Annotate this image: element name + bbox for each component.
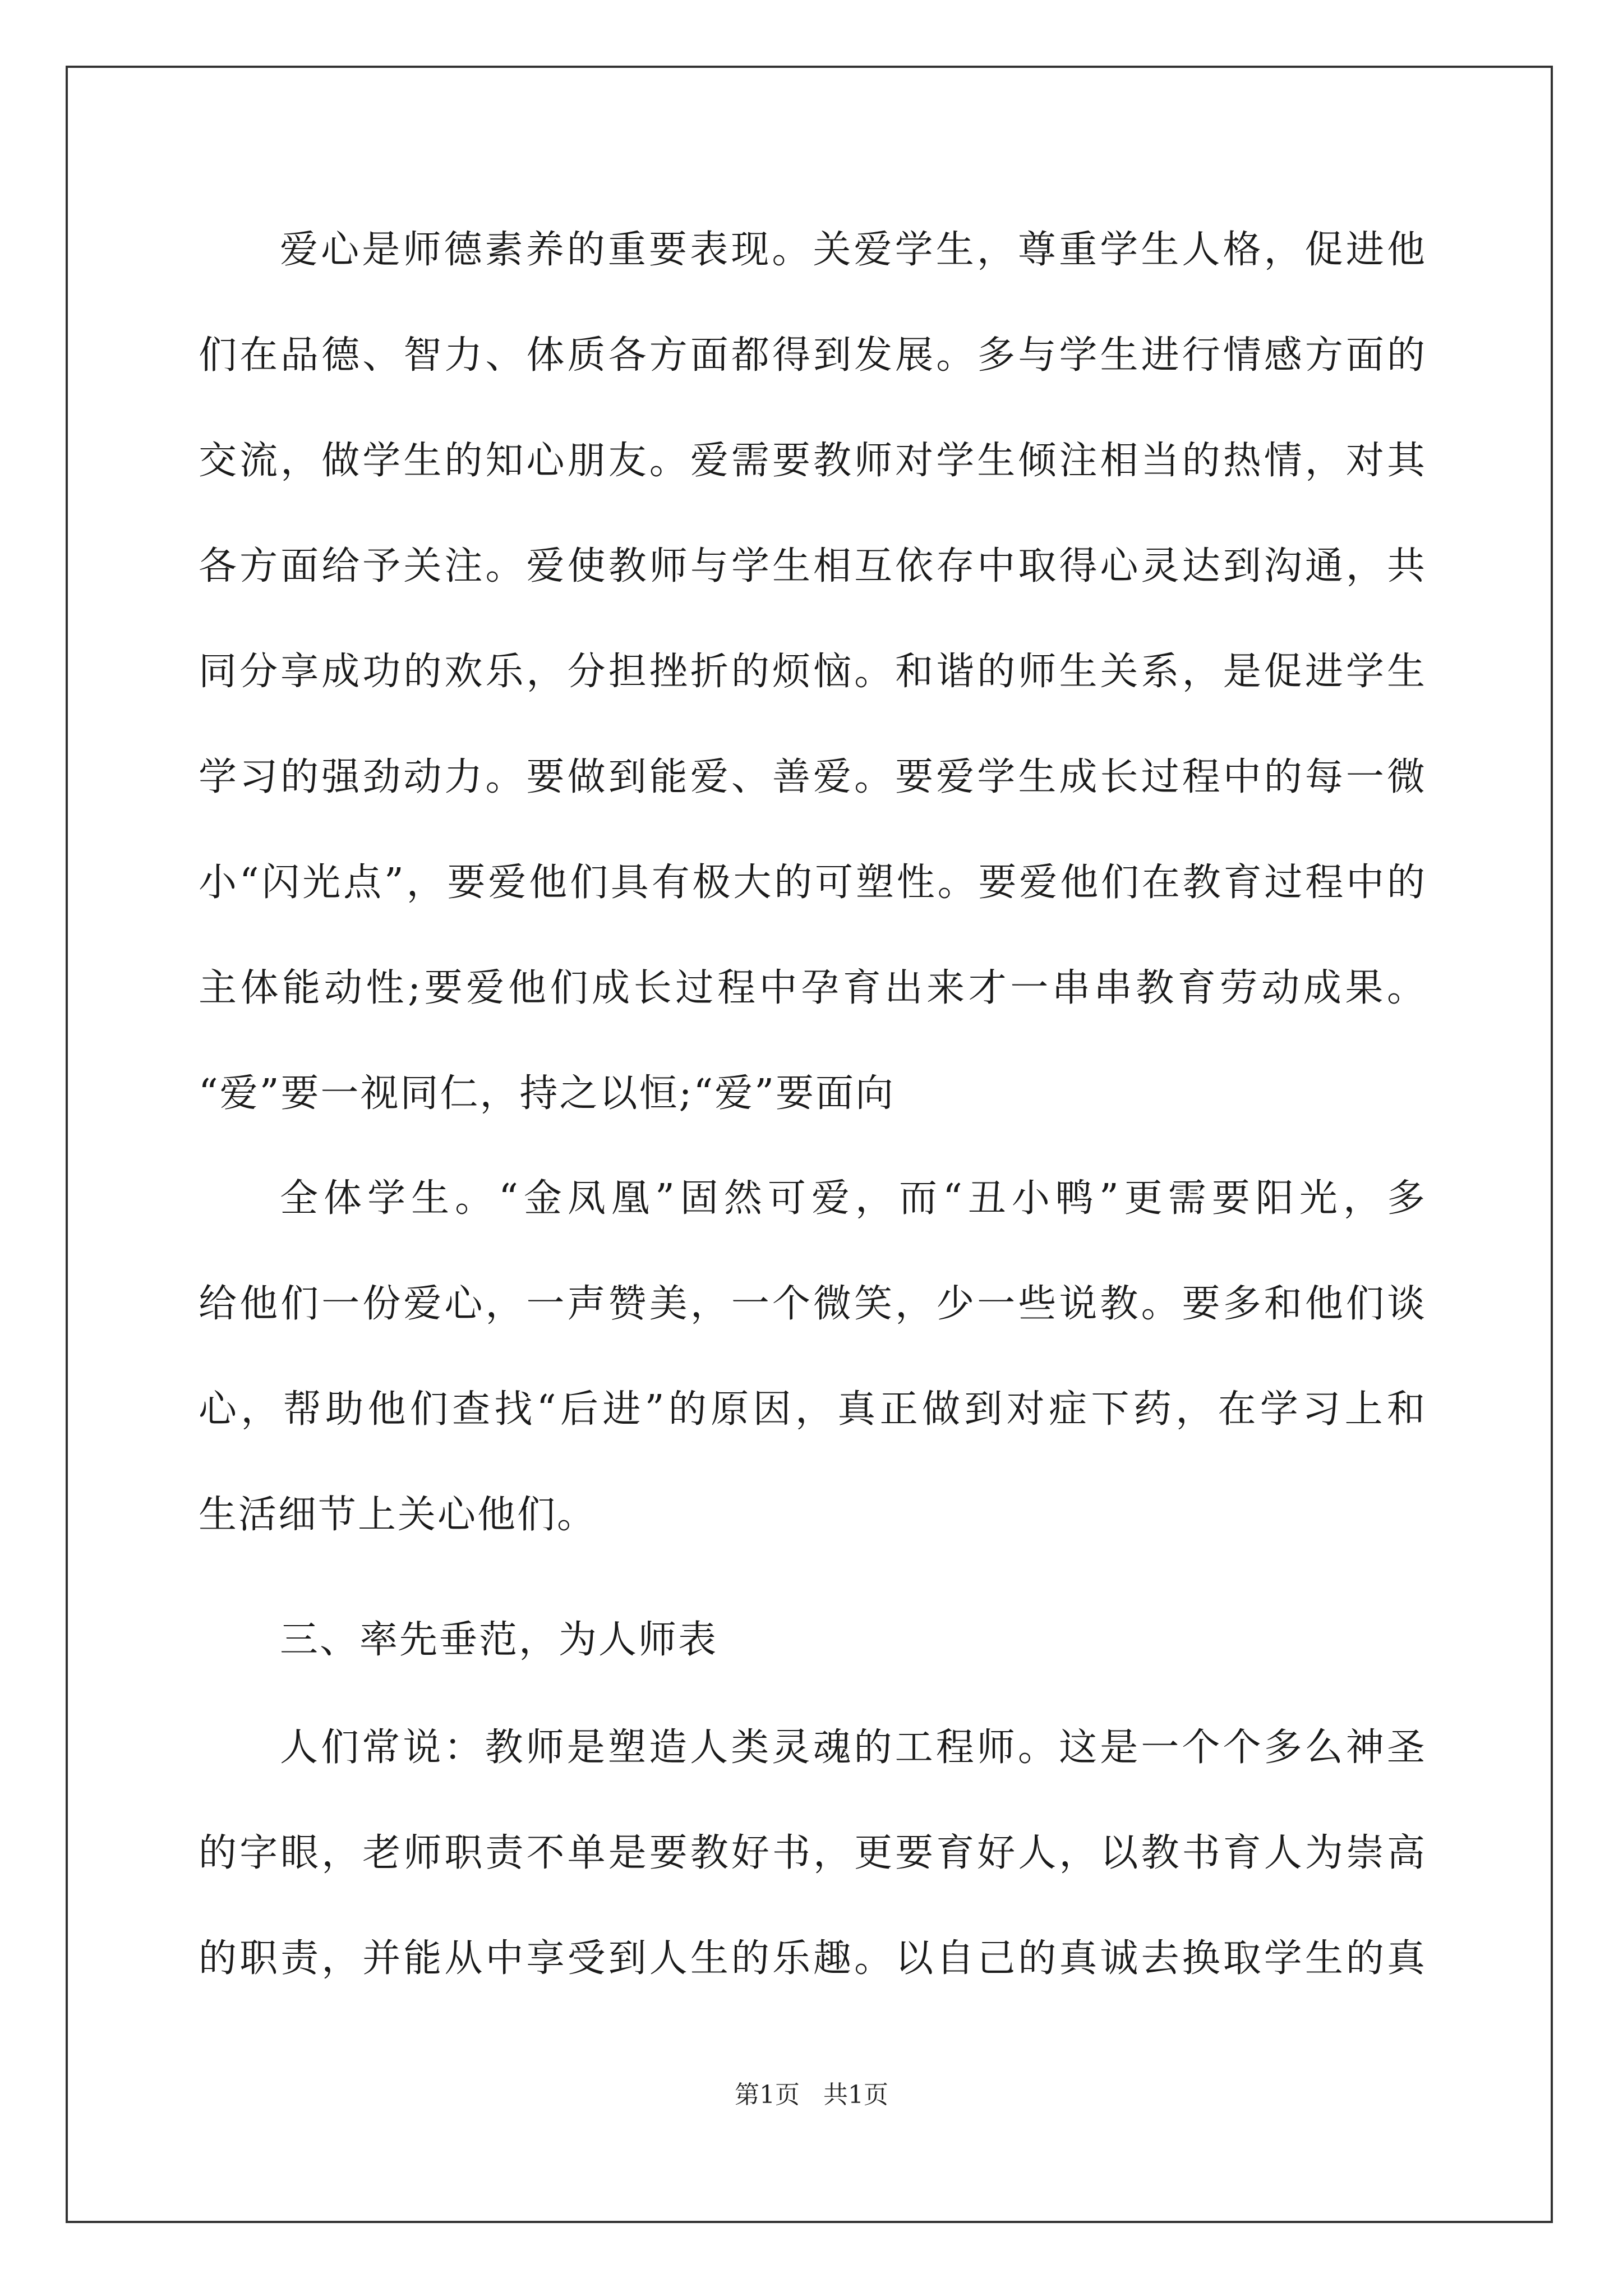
text-line: 主体能动性;要爱他们成长过程中孕育出来才一串串教育劳动成果。 — [199, 966, 1427, 1010]
text-line: 们在品德、智力、体质各方面都得到发展。多与学生进行情感方面的 — [199, 333, 1427, 378]
text-line: 同分享成功的欢乐，分担挫折的烦恼。和谐的师生关系，是促进学生 — [199, 650, 1427, 694]
text-line: 人们常说：教师是塑造人类灵魂的工程师。这是一个个多么神圣 — [280, 1726, 1427, 1770]
text-line: 给他们一份爱心，一声赞美，一个微笑，少一些说教。要多和他们谈 — [199, 1282, 1427, 1326]
section-heading: 三、率先垂范，为人师表 — [280, 1618, 718, 1662]
text-line: 心，帮助他们查找“后进”的原因，真正做到对症下药，在学习上和 — [199, 1387, 1427, 1432]
text-line: 的职责，并能从中享受到人生的乐趣。以自己的真诚去换取学生的真 — [199, 1936, 1427, 1981]
text-line: 各方面给予关注。爱使教师与学生相互依存中取得心灵达到沟通，共 — [199, 544, 1427, 588]
text-line: 爱心是师德素养的重要表现。关爱学生，尊重学生人格，促进他 — [280, 228, 1427, 272]
page-number-footer: 第1页 共1页 — [735, 2081, 888, 2109]
text-line: 学习的强劲动力。要做到能爱、善爱。要爱学生成长过程中的每一微 — [199, 755, 1427, 799]
text-line: 小“闪光点”，要爱他们具有极大的可塑性。要爱他们在教育过程中的 — [199, 861, 1427, 905]
text-line: 全体学生。“金凤凰”固然可爱，而“丑小鸭”更需要阳光，多 — [280, 1176, 1427, 1221]
text-line: 生活细节上关心他们。 — [199, 1493, 597, 1537]
text-line: “爱”要一视同仁，持之以恒;“爱”要面向 — [199, 1071, 895, 1116]
text-line: 的字眼，老师职责不单是要教好书，更要育好人，以教书育人为崇高 — [199, 1831, 1427, 1875]
paragraph-3 — [199, 1695, 1427, 2012]
text-line: 交流，做学生的知心朋友。爱需要教师对学生倾注相当的热情，对其 — [199, 439, 1427, 483]
paragraph-1 — [199, 197, 1427, 1147]
paragraph-2 — [199, 1146, 1427, 1568]
